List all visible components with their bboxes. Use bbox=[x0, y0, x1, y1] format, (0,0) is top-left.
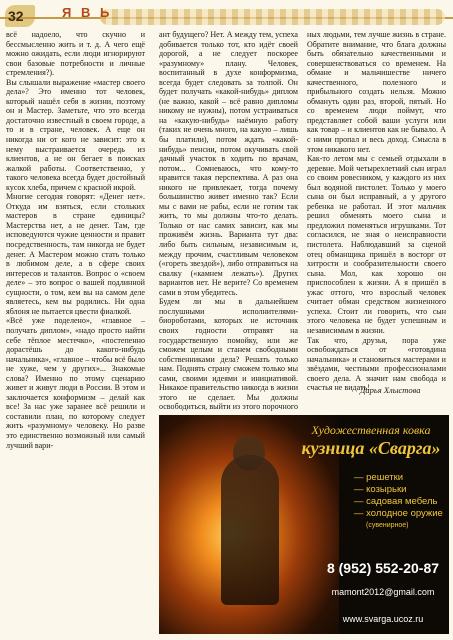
ad-services-list bbox=[354, 472, 443, 532]
paragraph: Многие сегодня говорят: «Денег нет». Откуда им взяться, если стольких мастеров в стране единицы? Мастерства нет, а не денег. Там, где исповедуются чужие ценности и правит посредственность, там никогда не будет денег. А Мастером можно стать только в любимом деле, а в сфере своих интересов и талантов. Вопрос о «своем деле» – это вопрос о вашей подлинной сущности, о том, кем вы на самом деле являетесь, кем вы родились. Ни одна яблоня не пытается цвести фиалкой. bbox=[6, 192, 145, 316]
page-number: 32 bbox=[8, 8, 24, 24]
paragraph: ных людьми, тем лучше жизнь в стране. Обратите внимание, что блага должны быть обязательно качественными и совершенствоваться со временем. На обмане и мальчишестве ничего качественного, полезного и прибыльного создать нельзя. Можно обмануть один раз, второй, пятый. Но со временем люди поймут, что представляет собой ваши услуги или как товар – и клиентов как не бывало. А с ними пропал и весь доход. Смысла в этом никакого нет. bbox=[307, 30, 446, 154]
list-item: — холодное оружие bbox=[354, 508, 443, 520]
ad-website[interactable]: www.svarga.ucoz.ru bbox=[342, 614, 424, 624]
paragraph: Как-то летом мы с семьей отдыхали в деревне. Мой четырехлетний сын играл со своим ровесником, у каждого из них был водяной пистолет. Только у моего сына он был исправный, а у другого ребенка не работал. И этот мальчик решил обменять моего сына и предложил поменяться игрушками. Тот согласился, не зная о неисправности пистолета. Наблюдавший за сценой отец обманщика пришёл в восторг от хитрости и сообразительности своего сына. Мол, как хорошо он приспособлен к жизни. А я пришёл в ужас оттого, что взрослый человек считает обман средством жизненного успеха. Стоит ли говорить, что сын этого человека не будет успешным и независимым в жизни. bbox=[307, 154, 446, 335]
article-column-3 bbox=[307, 30, 446, 393]
header-ornament-band bbox=[100, 9, 445, 25]
article-column-1 bbox=[6, 30, 145, 450]
ad-email[interactable]: mamont2012@gmail.com bbox=[331, 587, 435, 597]
paragraph: Будем ли мы в дальнейшем послушными исполнителями-биороботами, которых не источник своих годности отправят на государственную помойку, или же сможем целым и станем свободными собственниками дела? Решать только нам. Поднять страну сможем только мы сами, своими идеями и инициативой. Никакое правительство никогда в жизни этого не сделает. Мы должны освободиться, выйти из этого порочного bbox=[159, 297, 298, 412]
ad-phone: 8 (952) 552-20-87 bbox=[326, 560, 440, 576]
paragraph: всё надоело, что скучно и бессмысленно жить и т. д. А чего ещё можно ожидать, если люди игнорируют свои базовые потребности и личные стремления?). bbox=[6, 30, 145, 78]
list-item: — козырьки bbox=[354, 484, 443, 496]
forge-advertisement bbox=[159, 415, 449, 634]
list-item: — садовая мебель bbox=[354, 496, 443, 508]
ad-title: Художественная ковка кузница «Сварга» bbox=[301, 423, 441, 458]
page-header bbox=[0, 0, 453, 30]
article-column-2 bbox=[159, 30, 298, 460]
list-item: — решетки bbox=[354, 472, 443, 484]
paragraph: Вы слышали выражение «мастер своего дела»? Это именно тот человек, который нашёл себя в жизни, поэтому он и Мастер. Заметьте, что это всегда достаточно известный в своем городе, а то и в стране, человек. А еще он никогда ни от кого не зависит: это к нему выстраивается очередь из клиентов, а не он бегает в поисках жалкой работы. Соответственно, у такого человека всегда будет достойный кусок хлеба, причем с красной икрой. bbox=[6, 77, 145, 192]
list-item-note: (сувенирное) bbox=[366, 522, 409, 529]
section-title: Я В Ь bbox=[62, 5, 113, 20]
blacksmith-figure bbox=[221, 455, 279, 605]
paragraph: ант будущего? Нет. А между тем, успеха добивается только тот, кто идёт своей дорогой, а не следует поскорее «разумному» плану. Человек, воспитанный в духе конформизма, всегда будет следовать за толпой. Он будет получать «какой-нибудь» диплом (не важно, какой – всё равно дипломы никому не нужны), потом устраиваться на «какую-нибудь» наёмную работу (таких не очень много, на какую – лишь бы платили), потом ждать «какой-нибудь» пенсии, потом окучивать свой дачный участок в ходить по врачам, потом... Сомневаюсь, что кому-то нравится такая перспектива. А раз она никого не привлекает, тогда почему большинство живет именно так? Если мы с вами не рабы, если не готим так жить, то мы должны что-то делать. Только от нас самих зависит, как мы проживём жизнь. Вариантa тут два: либо быть сильным, независимым и, между прочим, счастливым человеком («гореть звездой»), либо отправиться на свалку («камнем лежать»). Других вариантов нет. Не верите? Со временем сами в этом убедитесь. bbox=[159, 30, 298, 297]
paragraph: «Всё уже поделено», «главное – получать диплом», «надо просто найти себе тёплое местечко», «постепенно дорастёшь до какого-нибудь начальника», «главное – чтобы всё было не хуже, чем у других»... Знакомые слова? Именно по этому сценарию живет и живут люди в России. В этом и заключается конформизм – делай как все! За нас уже заранее всё решили и составили план, по которому следует жить «разумному» человеку. Но разве это единственно возможный или самый лучший вари- bbox=[6, 316, 145, 450]
paragraph: Так что, друзья, пора уже освобождаться от «готовдина начальника» и становиться мастерами и звёздами, честными профессионалами своего дела. А значит нам свобода и счастья не видать! bbox=[307, 335, 446, 393]
author-signature: Дарья Хлыстова bbox=[360, 385, 421, 395]
